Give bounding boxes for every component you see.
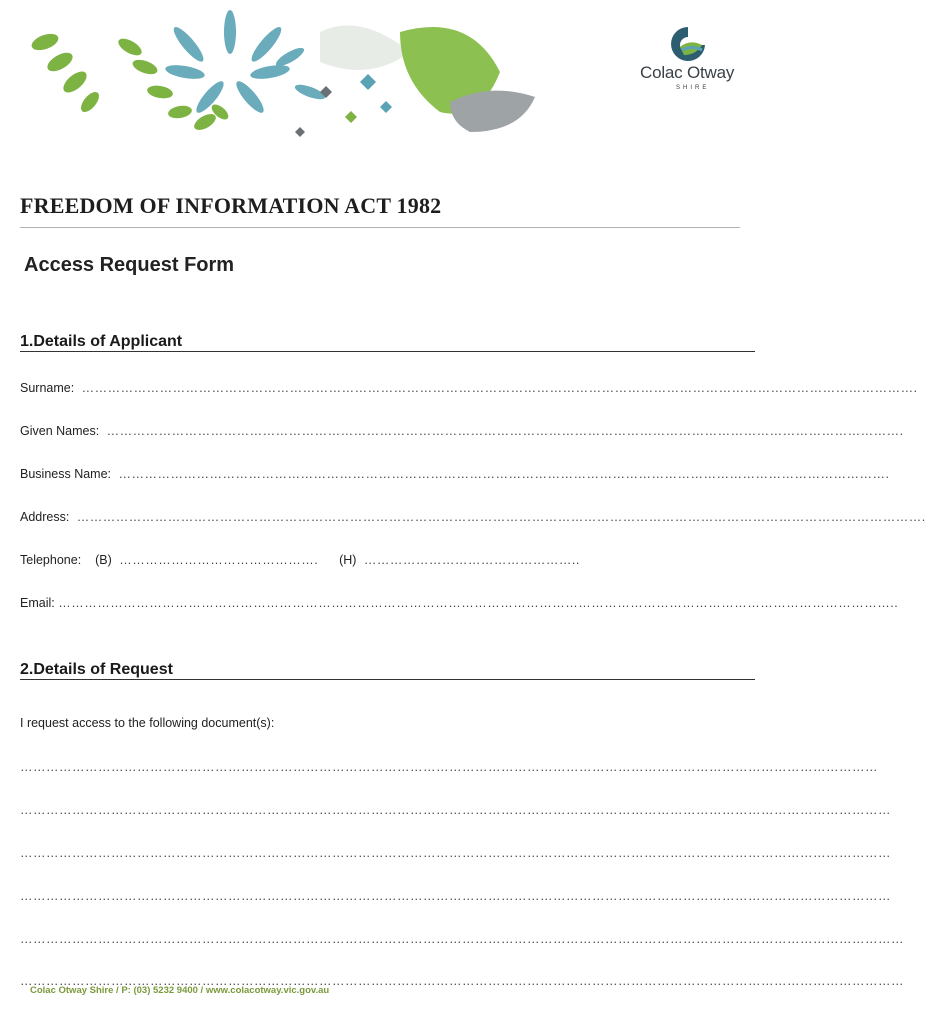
form-title: Access Request Form (24, 254, 235, 276)
section-request-title: 2.Details of Request (20, 661, 173, 678)
email-label: Email: (20, 596, 55, 610)
surname-field[interactable]: Surname: …………………………………………………………………………………………………………………………………………………………………………. (20, 381, 918, 395)
request-line-3[interactable]: ………………………………………………………………………………………………………………………………………………………………………………… (20, 846, 891, 860)
logo-subtext: SHIRE (676, 85, 710, 91)
given-names-field[interactable]: Given Names: …………………………………………………………………………………………………………………………………………………………………. (20, 424, 904, 438)
business-name-field[interactable]: Business Name: ……………………………………………………………………………………………………………………………………………………………. (20, 467, 890, 481)
request-intro: I request access to the following document(s): (20, 716, 275, 730)
colac-otway-logo (640, 25, 750, 100)
address-label: Address: (20, 510, 70, 524)
business-name-label: Business Name: (20, 467, 112, 481)
telephone-b-label: (B) (95, 553, 112, 567)
logo-mark-icon (668, 25, 708, 63)
given-names-label: Given Names: (20, 424, 100, 438)
section-applicant-heading (20, 330, 755, 352)
section-request-heading (20, 658, 755, 680)
request-line-6[interactable]: …………………………………………………………………………………………………………………………………………………………………………………… (20, 974, 904, 988)
email-field[interactable]: Email: ………………………………………………………………………………………………………………………………………………………………………….. (20, 596, 899, 610)
surname-label: Surname: (20, 381, 75, 395)
address-field[interactable]: Address: ……………………………………………………………………………………………………………………………………………………………………………. (20, 510, 926, 524)
foliage-banner-image (20, 12, 580, 152)
act-title: FREEDOM OF INFORMATION ACT 1982 (20, 193, 442, 218)
footer-contact: Colac Otway Shire / P: (03) 5232 9400 / www.colacotway.vic.gov.au (30, 985, 330, 996)
request-line-4[interactable]: ………………………………………………………………………………………………………………………………………………………………………………… (20, 889, 891, 903)
logo-text: Colac Otway (640, 63, 735, 82)
request-line-5[interactable]: …………………………………………………………………………………………………………………………………………………………………………………… (20, 932, 904, 946)
request-line-1[interactable]: ……………………………………………………………………………………………………………………………………………………………………………… (20, 760, 878, 774)
title-divider (20, 227, 740, 228)
telephone-h-label: (H) (339, 553, 357, 567)
telephone-field[interactable]: Telephone: (B) ………………………………………. (H) ………………………………………….. (20, 553, 580, 567)
telephone-label: Telephone: (20, 553, 82, 567)
request-line-2[interactable]: ………………………………………………………………………………………………………………………………………………………………………………… (20, 803, 891, 817)
section-applicant-title: 1.Details of Applicant (20, 333, 183, 350)
